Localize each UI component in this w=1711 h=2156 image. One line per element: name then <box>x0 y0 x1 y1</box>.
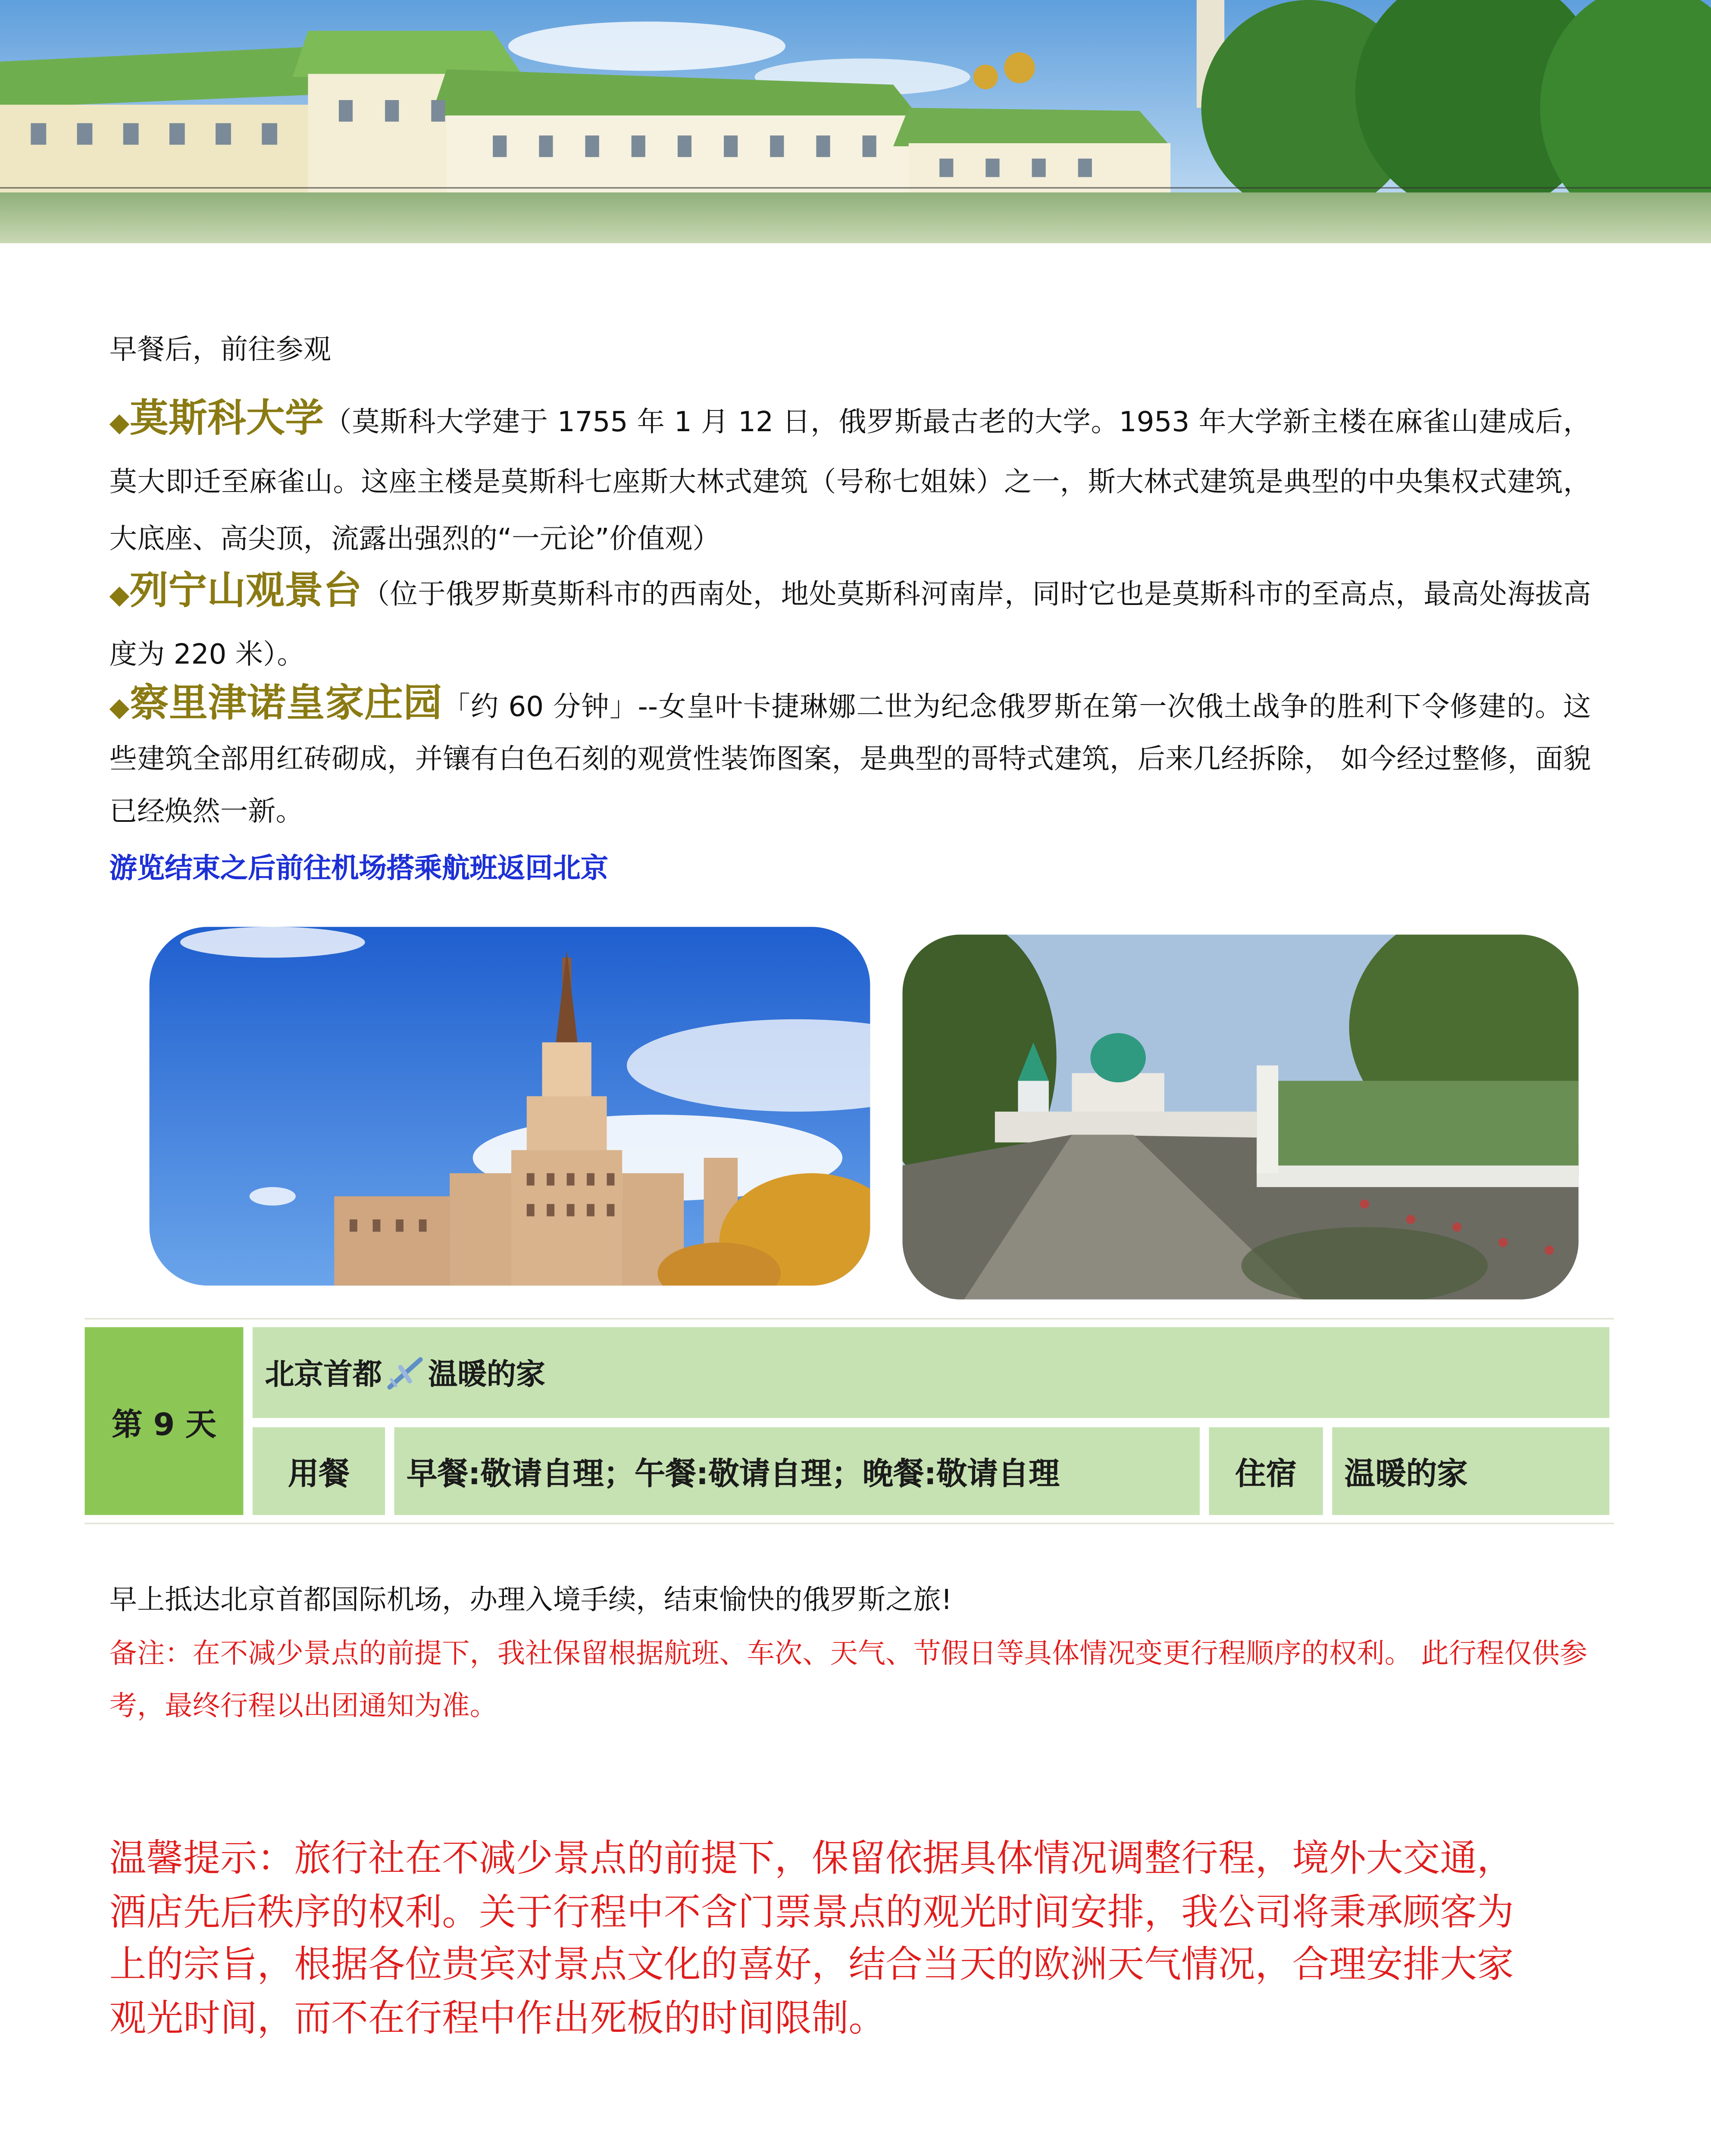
day9-description: 早上抵达北京首都国际机场，办理入境手续，结束愉快的俄罗斯之旅! <box>109 1584 952 1617</box>
intro-text: 早餐后，前往参观 <box>109 334 332 367</box>
return-flight-note: 游览结束之后前往机场搭乘航班返回北京 <box>109 853 609 886</box>
route-cell <box>253 1327 1609 1418</box>
meals-value: 早餐:敬请自理；午餐:敬请自理；晚餐:敬请自理 <box>394 1427 1200 1515</box>
tsaritsyno-church-photo <box>902 934 1578 1299</box>
route-from: 北京首都 <box>265 1358 382 1392</box>
table-top-border <box>84 1318 1614 1319</box>
diamond-bullet-icon: ◆ <box>109 408 130 439</box>
remark-note: 备注：在不减少景点的前提下，我社保留根据航班、车次、天气、节假日等具体情况变更行程顺序的权利。 此行程仅供参考，最终行程以出团通知为准。 <box>109 1638 1588 1723</box>
moscow-university-photo <box>150 927 870 1286</box>
diamond-bullet-icon: ◆ <box>109 580 130 611</box>
airplane-icon <box>385 1353 425 1393</box>
attraction-description: （位于俄罗斯莫斯科市的西南处，地处莫斯科河南岸，同时它也是莫斯科市的至高点，最高处海拔高度为 220 米）。 <box>109 579 1591 671</box>
header-banner-image <box>0 0 1711 243</box>
attraction-lenin-hills <box>109 562 1591 683</box>
stay-label: 住宿 <box>1209 1427 1323 1515</box>
day-label: 第 9 天 <box>84 1327 243 1515</box>
attraction-title: 列宁山观景台 <box>129 568 362 613</box>
attraction-tsaritsyno <box>109 677 1591 839</box>
hotel-value: 温暖的家 <box>1332 1427 1609 1515</box>
attraction-description: 「约 60 分钟」--女皇叶卡捷琳娜二世为纪念俄罗斯在第一次俄土战争的胜利下令修建的。这些建筑全部用红砖砌成，并镶有白色石刻的观赏性装饰图案，是典型的哥特式建筑，后来几经拆除， 如今经过整修，面貌已经焕然一新。 <box>109 691 1591 828</box>
meal-label: 用餐 <box>253 1427 385 1515</box>
attraction-description: （莫斯科大学建于 1755 年 1 月 12 日，俄罗斯最古老的大学。1953 年大学新主楼在麻雀山建成后，莫大即迁至麻雀山。这座主楼是莫斯科七座斯大林式建筑（号称七姐妹）之一，斯大林式建筑是典型的中央集权式建筑，大底座、高尖顶，流露出强烈的“一元论”价值观） <box>109 406 1591 556</box>
diamond-bullet-icon: ◆ <box>109 693 130 724</box>
table-bottom-border <box>84 1523 1614 1524</box>
attraction-title: 察里津诺皇家庄园 <box>130 680 443 725</box>
warm-tip: 温馨提示：旅行社在不减少景点的前提下，保留依据具体情况调整行程，境外大交通，酒店先后秩序的权利。关于行程中不含门票景点的观光时间安排，我公司将秉承顾客为上的宗旨，根据各位贵宾对景点文化的喜好，结合当天的欧洲天气情况，合理安排大家观光时间，而不在行程中作出死板的时间限制。 <box>109 1836 1514 2040</box>
day-schedule-table <box>84 1322 1614 1520</box>
route-to: 温暖的家 <box>428 1358 545 1392</box>
attraction-moscow-university <box>109 389 1591 569</box>
attraction-title: 莫斯科大学 <box>130 395 324 441</box>
